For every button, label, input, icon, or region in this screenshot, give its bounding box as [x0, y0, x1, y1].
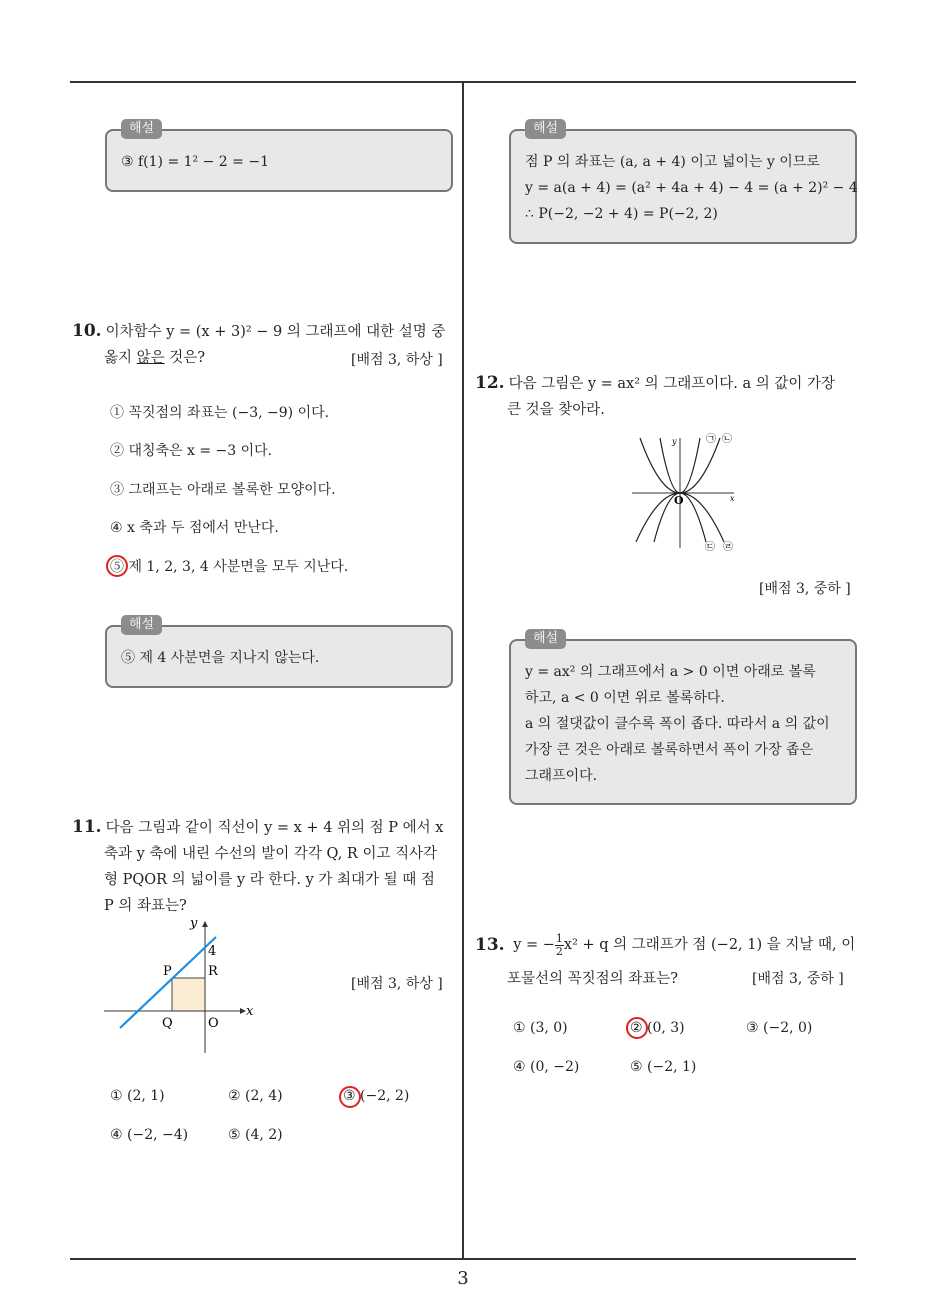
solution-box-9	[105, 121, 453, 192]
label-x: x	[730, 494, 735, 503]
question-text: 이차함수 y = (x + 3)² − 9 의 그래프에 대한 설명 중	[105, 324, 446, 340]
solution-text: ③ f(1) = 1² − 2 = −1	[121, 154, 269, 170]
solution-tag: 해설	[525, 119, 566, 139]
label-r: R	[208, 964, 218, 979]
question-number: 11.	[72, 817, 102, 837]
label-4: 4	[208, 944, 217, 959]
solution-box-10	[105, 617, 453, 688]
solution-text: ⑤ 제 4 사분면을 지나지 않는다.	[121, 650, 320, 666]
label-o: O	[674, 494, 684, 507]
y-arrow	[202, 921, 208, 927]
label-q: Q	[162, 1016, 173, 1031]
label-3: ㉢	[705, 542, 715, 552]
choice-1[interactable]: ① (3, 0)	[513, 1020, 568, 1036]
choice-5[interactable]: ⑤ 제 1, 2, 3, 4 사분면을 모두 지난다.	[110, 559, 349, 575]
solution-tag: 해설	[121, 615, 162, 635]
question-number: 12.	[475, 373, 505, 393]
bottom-rule	[70, 1258, 856, 1260]
label-y: y	[672, 437, 677, 446]
choice-4[interactable]: ④ (0, −2)	[513, 1059, 580, 1075]
fraction-one-half: $\frac{1}{2}$	[555, 931, 563, 958]
label-x: x	[246, 1004, 254, 1019]
label-1: ㉠	[706, 434, 716, 445]
choice-3[interactable]: ③ (−2, 0)	[746, 1020, 813, 1036]
solution-tag: 해설	[525, 629, 566, 649]
question-number: 10.	[72, 321, 102, 341]
score-label: [배점 3, 하상 ]	[351, 352, 443, 368]
solution-box-11: 해설 점 P 의 좌표는 (a, a + 4) 이고 넓이는 y 이므로 y = a(a + 4) = (a² + 4a + 4) − 4 = (a + 2)² − 4 ∴ P(−2, −2 + 4) = P(−2, 2)	[509, 129, 857, 244]
question-number: 13.	[475, 935, 505, 955]
choice-1[interactable]: ① 꼭짓점의 좌표는 (−3, −9) 이다.	[110, 405, 330, 421]
choice-4[interactable]: ④ x 축과 두 점에서 만난다.	[110, 520, 279, 536]
label-2: ㉡	[722, 434, 732, 445]
answer-mark	[626, 1017, 648, 1039]
choice-2[interactable]: ② (2, 4)	[228, 1088, 283, 1104]
score-label: [배점 3, 중하 ]	[759, 581, 851, 597]
score-label: [배점 3, 하상 ]	[351, 976, 443, 992]
choice-4[interactable]: ④ (−2, −4)	[110, 1127, 189, 1143]
answer-mark	[339, 1086, 361, 1108]
figure-parabolas	[628, 430, 740, 552]
page-number: 3	[457, 1268, 469, 1289]
choice-3[interactable]: ③ 그래프는 아래로 볼록한 모양이다.	[110, 482, 336, 498]
choice-2[interactable]: ② 대칭축은 x = −3 이다.	[110, 443, 273, 459]
label-o: O	[208, 1016, 219, 1031]
emphasis-not: 않은	[136, 350, 165, 366]
figure-line-rectangle	[100, 915, 260, 1055]
question-13: 13. y = − $\frac{1}{2}$ x² + q 의 그래프가 점 (−2, 1) 을 지날 때, 이 포물선의 꼭짓점의 좌표는?	[475, 931, 856, 987]
choice-1[interactable]: ① (2, 1)	[110, 1088, 165, 1104]
solution-tag: 해설	[121, 119, 162, 139]
question-12: 12. 다음 그림은 y = ax² 의 그래프이다. a 의 값이 가장 큰 것을 찾아라.	[475, 373, 836, 418]
label-p: P	[163, 964, 172, 979]
score-label: [배점 3, 중하 ]	[752, 971, 844, 987]
rectangle-pqor	[172, 978, 205, 1011]
question-11: 11. 다음 그림과 같이 직선이 y = x + 4 위의 점 P 에서 x 축과 y 축에 내린 수선의 발이 각각 Q, R 이고 직사각 형 PQOR 의 넓이를 y 라 한다. y 가 최대가 될 때 점 P 의 좌표는?	[72, 817, 444, 914]
choice-2[interactable]: ② (0, 3)	[630, 1020, 685, 1036]
label-y: y	[190, 916, 198, 931]
answer-mark	[106, 555, 128, 577]
choice-3[interactable]: ③ (−2, 2)	[343, 1088, 410, 1104]
column-divider	[462, 83, 464, 1259]
solution-box-12: 해설 y = ax² 의 그래프에서 a > 0 이면 아래로 볼록 하고, a < 0 이면 위로 볼록하다. a 의 절댓값이 클수록 폭이 좁다. 따라서 a 의 값이 가장 큰 것은 아래로 볼록하면서 폭이 가장 좁은 그래프이다.	[509, 639, 857, 805]
choice-5[interactable]: ⑤ (−2, 1)	[630, 1059, 697, 1075]
question-10: 10. 이차함수 y = (x + 3)² − 9 의 그래프에 대한 설명 중 옳지 않은 것은?	[72, 321, 446, 366]
choice-5[interactable]: ⑤ (4, 2)	[228, 1127, 283, 1143]
label-4: ㉣	[723, 542, 733, 552]
